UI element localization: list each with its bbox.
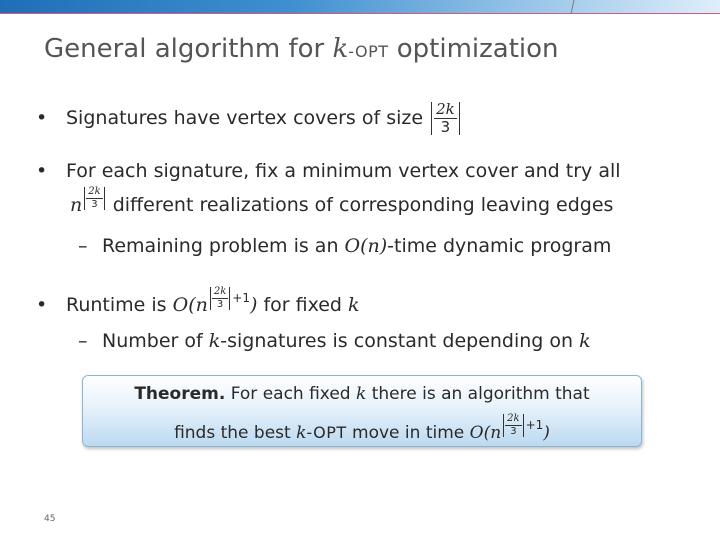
theorem-line-2: finds the best k-OPT move in time O(n $\frac{2k}{3}$ +1) [174,413,550,443]
slide-title: General algorithm for k-OPT optimization [44,34,559,64]
bullet-fix-vertex-cover: • For each signature, fix a minimum vertex cover and try all [36,160,621,182]
sub-bullet-signatures-constant: – Number of k-signatures is constant depending on k [78,330,591,352]
header-rule [0,13,720,14]
theorem-box [82,375,642,447]
bullet-fix-vertex-cover-line2: n $\frac{2k}{3}$ different realizations of corresponding leaving edges [70,186,614,216]
header-gradient-bar [0,0,720,13]
sub-bullet-dynamic-program: – Remaining problem is an O(n)-time dynamic program [78,235,612,257]
bullet-runtime: • Runtime is O(n $\frac{2k}{3}$ +1) for fixed k [36,286,360,316]
theorem-line-1: Theorem. For each fixed k there is an algorithm that [134,384,590,404]
bullet-vertex-covers: • Signatures have vertex covers of size $\frac{2k}{3}$ [36,102,462,135]
page-number: 45 [44,514,56,524]
